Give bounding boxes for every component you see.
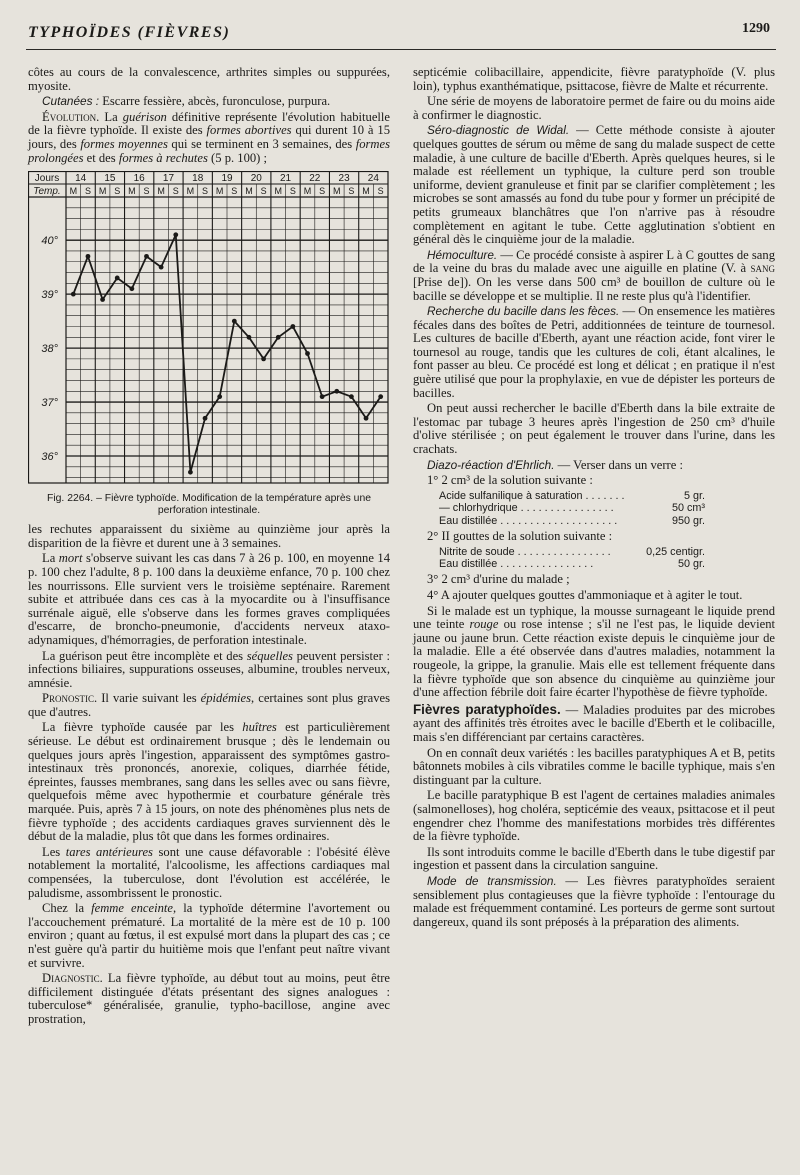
time-of-day-label: M xyxy=(274,186,282,197)
temperature-point xyxy=(349,394,354,399)
text-run: — On ensemence les matières fécales dans des boîtes de Petri, additionnées de teinture de tournesol. Les cultures de bacille d'Eberth, ayant une réaction acide, font virer le tournesol au rouge, tandis que les cultures de coli, étant alcalines, le font passer au bleu. Ce procédé est long et délicat ; en pratique il n'est guère utilisé que pour la prophylaxie, en vue de dépister les porteurs de bacilles. xyxy=(413,304,775,400)
text-run: s'observe suivant les cas dans 7 à 26 p. 100, en moyenne 14 p. 100 chez l'adulte, 8 p. 100 dans la deuxième enfance, 70 p. 100 chez les nourrissons. Elle survient vers le troisième septénaire. Rarement subite et attribuée dans ces cas à la myocardite ou à l'insuffisance surrénale aiguë, elle s'observe dans les formes graves compliquées d'escarre, de broncho-pneumonie, d'accidents nerveux ataxo-adynamiques, d'hémorragies, de perforation intestinale. xyxy=(28,551,391,647)
header-rule xyxy=(26,49,776,50)
paragraph: septicémie colibacillaire, appendicite, fièvre paratyphoïde (V. plus loin), typhus exanthématique, psittacose, fièvre de Malte et récurrente. xyxy=(413,65,775,93)
recipe-row xyxy=(439,490,705,502)
temperature-point xyxy=(115,276,120,281)
paragraph xyxy=(28,650,390,691)
page-number: 1290 xyxy=(742,21,770,36)
text-run: La xyxy=(99,109,123,124)
temperature-point xyxy=(290,324,295,329)
time-of-day-label: S xyxy=(202,186,209,197)
text-run: Escarre fessière, abcès, furonculose, purpura. xyxy=(99,94,331,109)
chart-frame xyxy=(29,172,389,484)
temperature-point xyxy=(159,265,164,270)
recipe-row xyxy=(439,515,705,527)
text-run: sang xyxy=(750,261,775,276)
temperature-point xyxy=(188,470,193,475)
figure-caption: Fig. 2264. – Fièvre typhoïde. Modification de la température après une perforation intestinale. xyxy=(46,493,372,517)
section-heading: Évolution. xyxy=(42,109,100,124)
text-run: peuvent persister : infections biliaires, suppurations osseuses, albumine, troubles nerveux, amnésie. xyxy=(28,648,390,690)
time-of-day-label: S xyxy=(319,186,326,197)
day-label: 24 xyxy=(367,173,379,185)
paragraph xyxy=(413,605,775,700)
text-run: , certaines sont plus graves que d'autres. xyxy=(28,691,390,719)
temperature-point xyxy=(320,394,325,399)
list-step: 4° A ajouter quelques gouttes d'ammoniaque et à agiter le tout. xyxy=(427,588,743,603)
text-run: mort xyxy=(58,551,83,566)
text-run: ou rose intense ; s'il ne l'est pas, le liquide devient jaune ou jaune brun. Cette réaction existe depuis le cinquième jour de la maladie. Elle a été observée dans d'autres maladies, notamment la rougeole, la grippe, la granulie. Mais elle est tellement fréquente dans la fièvre typhoïde que son absence du cinquième au quinzième jour d'une affection fébrile doit faire écarter l'hypothèse de fièvre typhoïde. xyxy=(413,617,775,700)
left-column xyxy=(28,66,390,1029)
time-of-day-label: M xyxy=(157,186,165,197)
text-run: La xyxy=(42,551,59,566)
day-label: 15 xyxy=(104,173,116,185)
time-of-day-label: M xyxy=(245,186,253,197)
running-title: TYPHOÏDES (FIÈVRES) xyxy=(28,24,231,41)
run-in-heading: Séro-diagnostic de Widal. xyxy=(427,123,570,138)
day-label: 23 xyxy=(338,173,350,185)
quantity: 0,25 centigr. xyxy=(646,545,705,558)
text-run: Chez la xyxy=(42,901,92,916)
text-run: , la typhoïde détermine l'avortement ou l'accouchement prématuré. La mortalité de la mère est de 10 p. 100 environ ; quant au fœtus, il est expulsé mort dans la plupart des cas ; ce n'est guère qu'à partir du huitième mois que l'enfant peut naître vivant et survivre. xyxy=(28,901,391,970)
run-in-heading: Recherche du bacille dans les fèces. xyxy=(427,304,620,319)
time-of-day-label: M xyxy=(186,186,195,197)
ingredient: — chlorhydrique . . . . . . . . . . . . . . . . xyxy=(439,502,614,515)
text-run: tares antérieures xyxy=(65,844,153,859)
text-run: — Cette méthode consiste à ajouter quelques gouttes de sérum ou même de sang du malade suspect de cette maladie, à une culture de bacille d'Eberth. Après quelques heures, si le malade est réellement un typhique, la culture perd son trouble uniforme, devient granuleuse et finit par se clarifier complètement ; les microbes se sont amassés au fond du tube pour y former un précipité de petits grumeaux blanchâtres que l'on n'arrive pas à résoudre complètement en agitant le tube. Cette agglutination s'obtient en général dès le cinquième jour de la maladie. xyxy=(413,123,775,247)
text-run: qui durent 10 à 15 jours, des xyxy=(28,123,390,151)
text-run: séquelles xyxy=(246,648,293,663)
temperature-point xyxy=(232,319,237,324)
text-run: qui se terminent en 3 semaines, des xyxy=(167,136,356,151)
text-run: et des xyxy=(83,150,119,165)
temperature-point xyxy=(364,416,369,421)
time-of-day-label: M xyxy=(128,186,136,197)
days-row-label: Jours xyxy=(34,173,60,185)
temperature-point xyxy=(129,286,134,291)
paragraph: côtes au cours de la convalescence, arthrites simples ou suppurées, myosite. xyxy=(28,65,390,93)
temperature-tick-label: 39° xyxy=(41,289,58,302)
paragraph: Une série de moyens de laboratoire permet de faire ou du moins aide à confirmer le diagnostic. xyxy=(413,94,775,122)
temperature-chart-figure xyxy=(28,171,390,517)
recipe-table-2 xyxy=(439,546,775,571)
paragraph xyxy=(413,875,775,929)
paragraph xyxy=(28,552,390,647)
temperature-point xyxy=(100,297,105,302)
day-label: 16 xyxy=(133,173,145,185)
time-of-day-label: M xyxy=(333,186,341,197)
day-label: 14 xyxy=(75,173,87,185)
temperature-point xyxy=(261,357,266,362)
recipe-table-1 xyxy=(439,490,775,527)
temperature-point xyxy=(86,254,91,259)
text-run: formes prolongées xyxy=(28,136,390,165)
ingredient: Eau distillée . . . . . . . . . . . . . . . . xyxy=(439,558,594,571)
text-run: — Ce procédé consiste à aspirer L à C gouttes de sang de la veine du bras du malade avec une aiguille en platine (V. à xyxy=(413,247,775,276)
temperature-point xyxy=(173,233,178,238)
section-heading: Pronostic. xyxy=(42,691,98,706)
paragraph xyxy=(28,721,390,843)
paragraph: On peut aussi rechercher le bacille d'Eberth dans la bile extraite de l'estomac par tubage 3 heures après l'ingestion de 250 cm³ d'huile d'olive stérilisée ; on peut également le trouver dans l'urine, dans les crachats. xyxy=(413,401,775,457)
paragraph xyxy=(28,972,390,1026)
temperature-chart xyxy=(28,171,390,491)
temp-row-label: Temp. xyxy=(33,186,61,198)
time-of-day-label: S xyxy=(231,186,238,197)
paragraph xyxy=(28,902,390,970)
paragraph: les rechutes apparaissent du sixième au quinzième jour après la disparition de la fièvre et durent une à 3 semaines. xyxy=(28,522,390,550)
ingredient: Eau distillée . . . . . . . . . . . . . . . . . . . . xyxy=(439,514,618,527)
text-run: Si le malade est un typhique, la mousse surnageant le liquide prend une teinte xyxy=(413,603,775,632)
time-of-day-label: S xyxy=(348,186,355,197)
paragraph xyxy=(28,95,390,109)
time-of-day-label: S xyxy=(289,186,296,197)
temperature-point xyxy=(334,389,339,394)
text-run: rouge xyxy=(469,617,499,632)
recipe-row xyxy=(439,546,705,558)
run-in-heading: Mode de transmission. xyxy=(427,873,557,888)
run-in-heading: Diazo-réaction d'Ehrlich. xyxy=(427,457,555,472)
list-step: 3° 2 cm³ d'urine du malade ; xyxy=(427,572,570,587)
paragraph xyxy=(28,846,390,900)
recipe-row xyxy=(439,558,705,570)
text-run: — Maladies produites par des microbes ayant des affinités très étroites avec le bacille d'Eberth et le colibacille, mais s'en différenciant par certains caractères. xyxy=(413,702,775,744)
temperature-point xyxy=(305,351,310,356)
run-in-heading: Hémoculture. xyxy=(427,247,498,262)
text-run: formes moyennes xyxy=(80,136,168,151)
quantity: 5 gr. xyxy=(683,489,705,502)
time-of-day-label: S xyxy=(84,186,91,197)
text-run: formes à rechutes xyxy=(118,150,208,165)
time-of-day-label: M xyxy=(98,186,107,197)
text-run: huîtres xyxy=(242,720,277,735)
list-step: 1° 2 cm³ de la solution suivante : xyxy=(427,473,593,488)
temperature-point xyxy=(217,394,222,399)
ingredient: Acide sulfanilique à saturation . . . . . . . xyxy=(439,489,625,502)
temperature-point xyxy=(144,254,149,259)
text-run: (5 p. 100) ; xyxy=(207,150,268,165)
temperature-point xyxy=(276,335,281,340)
text-run: La fièvre typhoïde, au début tout au moins, peut être difficilement distinguée d'états présentant des signes analogues : tuberculose* généralisée, granulie, typho-bacillose, angine avec prostration, xyxy=(28,971,390,1026)
time-of-day-label: S xyxy=(143,186,150,197)
text-run: La fièvre typhoïde causée par les xyxy=(42,720,243,735)
list-step: 2° II gouttes de la solution suivante : xyxy=(427,529,613,544)
section-heading: Diagnostic. xyxy=(42,971,103,986)
temperature-tick-label: 37° xyxy=(41,397,58,410)
text-run: Les xyxy=(42,844,66,859)
time-of-day-label: S xyxy=(114,186,121,197)
paragraph xyxy=(413,459,775,473)
quantity: 50 cm³ xyxy=(672,502,705,515)
text-run: — Les fièvres paratyphoïdes seraient sensiblement plus contagieuses que la fièvre typhoïde : l'entourage du malade est fréquemment contaminé. Les porteurs de germe sont surtout dangereux, quand ils sont préposés à la préparation des aliments. xyxy=(413,873,775,929)
text-run: — Verser dans un verre : xyxy=(554,457,683,472)
temperature-point xyxy=(203,416,208,421)
text-run: La guérison peut être incomplète et des xyxy=(42,648,247,663)
quantity: 950 gr. xyxy=(671,514,705,527)
time-of-day-label: M xyxy=(69,186,78,197)
day-label: 21 xyxy=(279,173,292,185)
temperature-tick-label: 40° xyxy=(41,235,58,248)
text-run: guérison xyxy=(122,109,167,124)
paragraph xyxy=(413,124,775,246)
text-run: femme enceinte xyxy=(91,901,173,916)
section-title: Fièvres paratyphoïdes. xyxy=(413,701,561,717)
time-of-day-label: M xyxy=(303,186,312,197)
text-run: définitive représente l'évolution habituelle de la fièvre typhoïde. Il existe des xyxy=(28,109,390,138)
day-label: 18 xyxy=(192,173,204,185)
time-of-day-label: S xyxy=(260,186,267,197)
temperature-tick-label: 38° xyxy=(41,343,58,356)
time-of-day-label: M xyxy=(362,186,370,197)
run-in-heading: Cutanées : xyxy=(42,94,100,109)
temperature-point xyxy=(71,292,76,297)
temperature-point xyxy=(378,394,383,399)
paragraph xyxy=(413,703,775,745)
text-run: est particulièrement sérieuse. Le début est ordinairement brusque ; dès le lendemain ou quelques jours après l'ingestion, apparaissent des symptômes gastro-intestinaux très prononcés, anorexie, coliques, diarrhée fétide, épreintes, fausses membranes, sang dans les selles avec ou sans fièvre, quelquefois même avec hypothermie et courbature générale très marquée. Puis, après 7 à 15 jours, on note des phénomènes plus nets de fièvre typhoïde ; des accidents cardiaques graves surviennent dès le début de la maladie, plus tôt que dans les formes ordinaires. xyxy=(28,720,390,844)
temperature-point xyxy=(247,335,252,340)
paragraph xyxy=(28,692,390,719)
paragraph xyxy=(413,249,775,303)
text-run: sont une cause défavorable : l'obésité élève notablement la mortalité, l'alcoolisme, les affections cardiaques mal compensées, la tuberculose, dont l'évolution est accélérée, le paludisme, assombrissent le pronostic. xyxy=(28,844,391,900)
paragraph: Ils sont introduits comme le bacille d'Eberth dans le tube digestif par ingestion et passent dans la circulation sanguine. xyxy=(413,844,775,873)
text-run: épidémies xyxy=(200,691,252,706)
time-of-day-label: M xyxy=(215,186,224,197)
paragraph xyxy=(413,305,775,400)
paragraph xyxy=(28,111,390,165)
paragraph: On en connaît deux variétés : les bacilles paratyphiques A et B, petits bâtonnets mobiles à cils vibratiles comme le bacille typhique, mais s'en distinguant par la culture. xyxy=(413,745,775,787)
text-run: [Prise de]). On les verse dans 500 cm³ de bouillon de culture où le bacille se développe et se multiplie. Il ne reste plus qu'à l'identifier. xyxy=(413,274,775,303)
ingredient: Nitrite de soude . . . . . . . . . . . . . . . . xyxy=(439,545,611,558)
right-column xyxy=(413,66,775,931)
day-label: 22 xyxy=(309,173,321,185)
temperature-tick-label: 36° xyxy=(41,451,58,464)
time-of-day-label: S xyxy=(377,186,384,197)
text-run: formes abortives xyxy=(206,123,292,138)
quantity: 50 gr. xyxy=(677,558,705,571)
day-label: 17 xyxy=(162,173,175,185)
time-of-day-label: S xyxy=(172,186,179,197)
day-label: 20 xyxy=(250,173,262,185)
paragraph: Le bacille paratyphique B est l'agent de certaines maladies animales (salmonelloses), hog choléra, septicémie des veaux, psittacose et il peut engendrer chez l'homme des manifestations morbides très différentes de la fièvre typhoïde. xyxy=(413,788,775,844)
day-label: 19 xyxy=(221,173,233,185)
text-run: Il varie suivant les xyxy=(97,691,201,706)
recipe-row xyxy=(439,502,705,514)
